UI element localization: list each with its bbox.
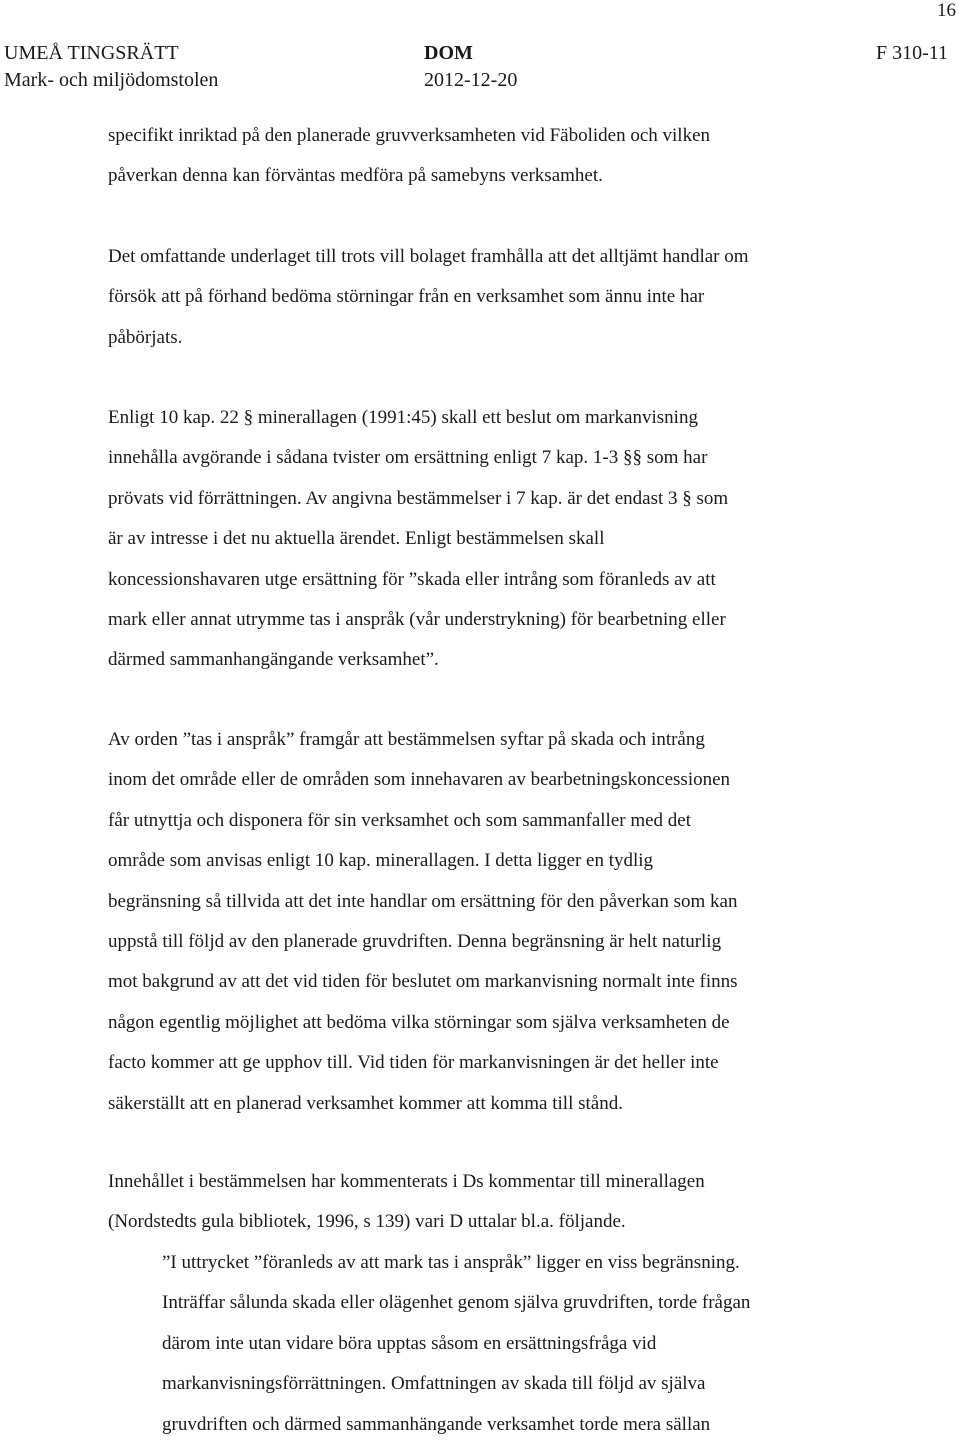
block-quote (162, 1243, 902, 1445)
text-line: koncessionshavaren utge ersättning för ”skada eller intrång som föranleds av att (108, 568, 716, 590)
text-line: (Nordstedts gula bibliotek, 1996, s 139) vari D uttalar bl.a. följande. (108, 1211, 626, 1233)
header-court-block (4, 40, 218, 94)
paragraph-5 (108, 1162, 898, 1243)
quote-line: ”I uttrycket ”föranleds av att mark tas i anspråk” ligger en viss begränsning. (162, 1252, 740, 1273)
text-line: får utnyttja och disponera för sin verksamhet och som sammanfaller med det (108, 809, 692, 831)
text-line: är av intresse i det nu aktuella ärendet. Enligt bestämmelsen skall (108, 528, 605, 550)
text-line: säkerställt att en planerad verksamhet kommer att komma till stånd. (108, 1092, 623, 1114)
quote-line: gruvdriften och därmed sammanhängande verksamhet torde mera sällan (162, 1413, 711, 1435)
text-line: område som anvisas enligt 10 kap. minerallagen. I detta ligger en tydlig (108, 850, 654, 872)
text-line: facto kommer att ge upphov till. Vid tiden för markanvisningen är det heller inte (108, 1052, 719, 1074)
page-number: 16 (937, 0, 956, 21)
text-line: Innehållet i bestämmelsen har kommenterats i Ds kommentar till minerallagen (108, 1171, 705, 1192)
text-line: prövats vid förrättningen. Av angivna bestämmelser i 7 kap. är det endast 3 § som (108, 487, 729, 509)
text-line: någon egentlig möjlighet att bedöma vilka störningar som själva verksamheten de (108, 1011, 730, 1033)
quote-line: därom inte utan vidare böra upptas såsom en ersättningsfråga vid (162, 1332, 657, 1354)
text-line: Det omfattande underlaget till trots vill bolaget framhålla att det alltjämt handlar om (108, 246, 749, 267)
text-line: försök att på förhand bedöma störningar från en verksamhet som ännu inte har (108, 286, 705, 308)
paragraph-1 (108, 116, 898, 197)
quote-line: markanvisningsförrättningen. Omfattningen av skada till följd av själva (162, 1373, 706, 1395)
document-date: 2012-12-20 (424, 69, 518, 91)
quote-line: Inträffar sålunda skada eller olägenhet genom själva gruvdriften, torde frågan (162, 1292, 751, 1314)
paragraph-4 (108, 720, 898, 1124)
text-line: Enligt 10 kap. 22 § minerallagen (1991:45) skall ett beslut om markanvisning (108, 407, 698, 428)
paragraph-2 (108, 237, 898, 358)
text-line: mot bakgrund av att det vid tiden för beslutet om markanvisning normalt inte finns (108, 971, 738, 993)
court-division: Mark- och miljödomstolen (4, 69, 219, 91)
text-line: därmed sammanhangängande verksamhet”. (108, 649, 439, 671)
court-name: UMEÅ TINGSRÄTT (4, 42, 179, 64)
document-type: DOM (424, 42, 473, 64)
text-line: specifikt inriktad på den planerade gruvverksamheten vid Fäboliden och vilken (108, 125, 711, 146)
document-header (4, 40, 948, 96)
text-line: begränsning så tillvida att det inte handlar om ersättning för den påverkan som kan (108, 890, 738, 912)
text-line: inom det område eller de områden som innehavaren av bearbetningskoncessionen (108, 769, 731, 791)
paragraph-3 (108, 398, 898, 681)
header-case-block (876, 40, 948, 67)
text-line: innehålla avgörande i sådana tvister om ersättning enligt 7 kap. 1-3 §§ som har (108, 447, 708, 469)
case-number: F 310-11 (875, 42, 948, 64)
header-document-block (424, 40, 517, 94)
text-line: påverkan denna kan förväntas medföra på samebyns verksamhet. (108, 165, 603, 187)
text-line: påbörjats. (108, 326, 183, 348)
text-line: uppstå till följd av den planerade gruvdriften. Denna begränsning är helt naturlig (108, 930, 722, 952)
text-line: mark eller annat utrymme tas i anspråk (vår understrykning) för bearbetning eller (108, 608, 726, 630)
text-line: Av orden ”tas i anspråk” framgår att bestämmelsen syftar på skada och intrång (108, 729, 705, 750)
